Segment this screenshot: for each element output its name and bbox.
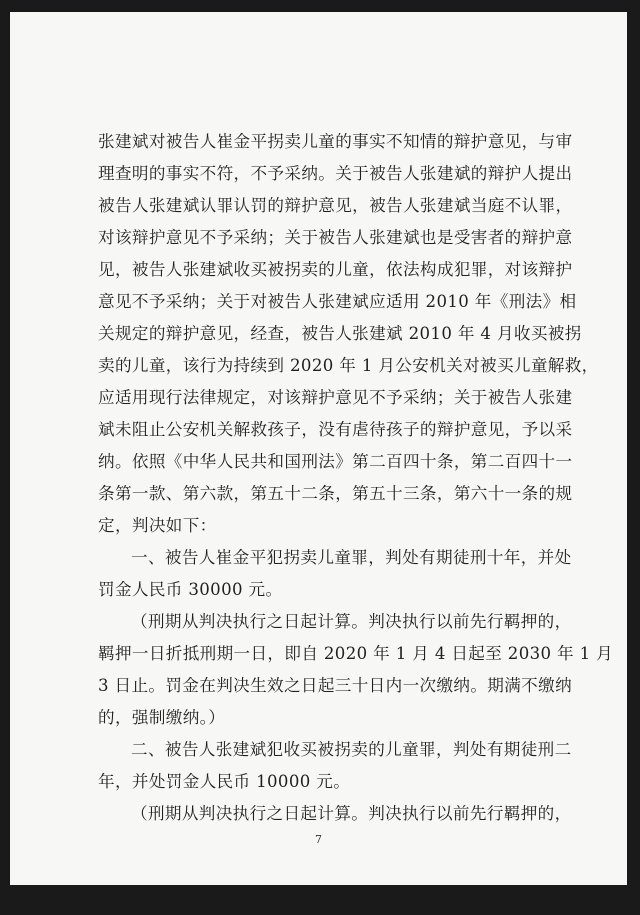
text-line: 张建斌对被告人崔金平拐卖儿童的事实不知情的辩护意见，与审 [98, 132, 573, 151]
page-number: 7 [315, 833, 322, 846]
text-line: （刑期从判决执行之日起计算。判决执行以前先行羁押的， [131, 804, 572, 823]
text-line: 应适用现行法律规定，对该辩护意见不予采纳；关于被告人张建 [98, 388, 573, 407]
text-line: 定，判决如下： [98, 516, 217, 535]
bottom-border [0, 885, 640, 915]
text-line: 卖的儿童，该行为持续到 2020 年 1 月公安机关对被买儿童解救， [98, 356, 599, 375]
text-line: 3 日止。罚金在判决生效之日起三十日内一次缴纳。期满不缴纳 [98, 676, 573, 695]
text-line: 对该辩护意见不予采纳；关于被告人张建斌也是受害者的辩护意 [98, 228, 573, 247]
text-line: 意见不予采纳；关于对被告人张建斌应适用 2010 年《刑法》相 [98, 292, 577, 311]
text-line: 年，并处罚金人民币 10000 元。 [98, 772, 351, 791]
text-line: 羁押一日折抵刑期一日，即自 2020 年 1 月 4 日起至 2030 年 1 月 [98, 644, 614, 663]
verdict-item-2: 二、被告人张建斌犯收买被拐卖的儿童罪，判处有期徒刑二 [131, 740, 572, 759]
text-line: （刑期从判决执行之日起计算。判决执行以前先行羁押的， [131, 612, 572, 631]
text-line: 关规定的辩护意见，经查，被告人张建斌 2010 年 4 月收买被拐 [98, 324, 582, 343]
text-line: 理查明的事实不符，不予采纳。关于被告人张建斌的辩护人提出 [98, 164, 573, 183]
verdict-item-1: 一、被告人崔金平犯拐卖儿童罪，判处有期徒刑十年，并处 [131, 548, 572, 567]
text-line: 见，被告人张建斌收买被拐卖的儿童，依法构成犯罪，对该辩护 [98, 260, 573, 279]
document-page [10, 12, 627, 885]
text-line: 纳。依照《中华人民共和国刑法》第二百四十条，第二百四十一 [98, 452, 573, 471]
text-line: 条第一款、第六款，第五十二条，第五十三条，第六十一条的规 [98, 484, 573, 503]
text-line: 的，强制缴纳。） [98, 708, 226, 727]
text-line: 斌未阻止公安机关解救孩子，没有虐待孩子的辩护意见，予以采 [98, 420, 573, 439]
text-line: 罚金人民币 30000 元。 [98, 580, 283, 599]
text-line: 被告人张建斌认罪认罚的辩护意见，被告人张建斌当庭不认罪， [98, 196, 573, 215]
